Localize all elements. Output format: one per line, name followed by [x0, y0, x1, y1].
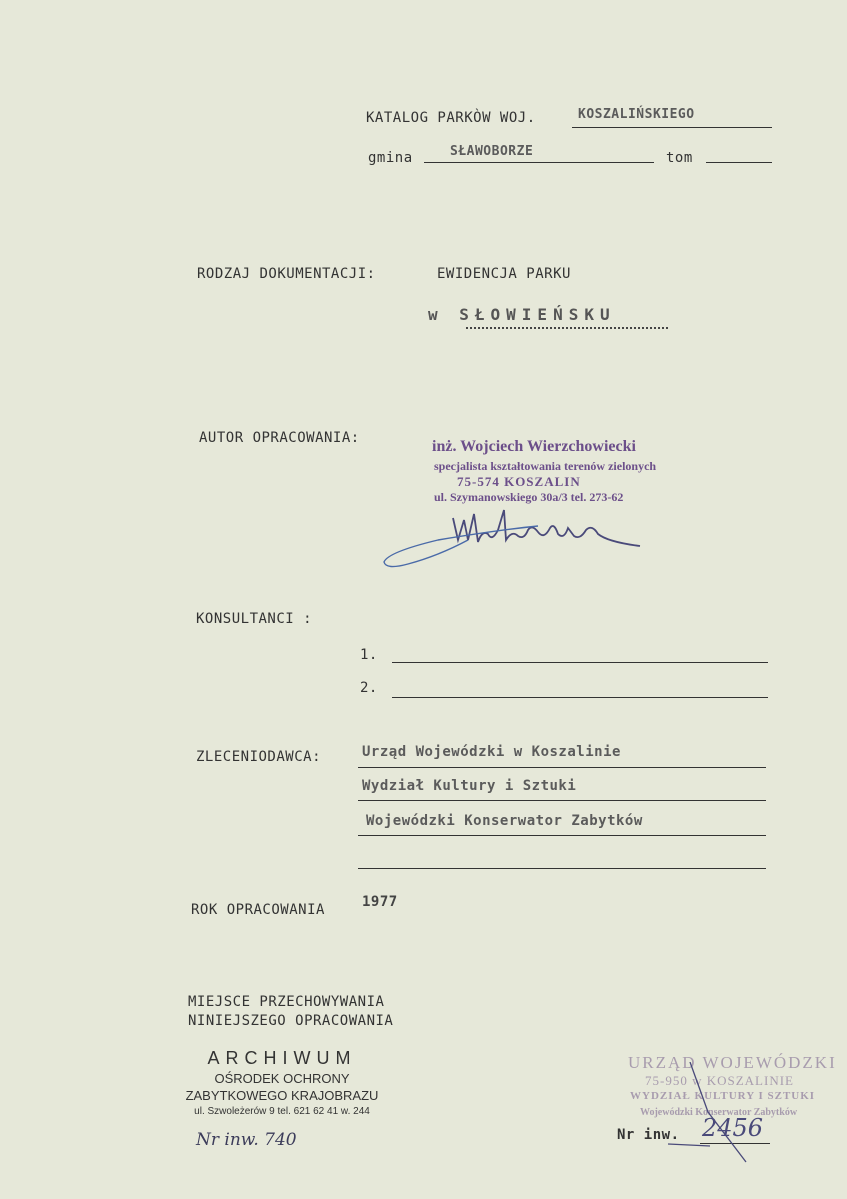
tom-label: tom: [666, 150, 693, 166]
inventory-check-mark: [668, 1062, 768, 1168]
author-stamp-address: ul. Szymanowskiego 30a/3 tel. 273-62: [434, 490, 624, 504]
office-stamp-line-4: Wojewódzki Konserwator Zabytków: [640, 1107, 798, 1118]
catalog-underline: [572, 127, 772, 128]
year-label: ROK OPRACOWANIA: [191, 902, 325, 918]
documentation-value: EWIDENCJA PARKU: [437, 266, 571, 282]
consultant-line-1: [392, 662, 768, 663]
gmina-value: SŁAWOBORZE: [450, 144, 534, 159]
catalog-value: KOSZALIŃSKIEGO: [578, 107, 695, 122]
archive-stamp-line-2: ZABYTKOWEGO KRAJOBRAZU: [185, 1088, 379, 1103]
year-value: 1977: [362, 894, 398, 910]
client-underline-1: [358, 767, 766, 768]
author-label: AUTOR OPRACOWANIA:: [199, 430, 360, 446]
consultant-number-1: 1.: [360, 647, 378, 663]
office-stamp-line-3: WYDZIAŁ KULTURY I SZTUKI: [630, 1090, 816, 1102]
tom-underline: [706, 162, 772, 163]
author-stamp-city: 75-574 KOSZALIN: [457, 474, 581, 489]
documentation-label: RODZAJ DOKUMENTACJI:: [197, 266, 376, 282]
client-line-1: Urząd Wojewódzki w Koszalinie: [362, 744, 621, 760]
gmina-label: gmina: [368, 150, 413, 166]
gmina-underline: [424, 162, 654, 163]
client-underline-2: [358, 800, 766, 801]
handwritten-inventory-note: Nr inw. 740: [196, 1130, 297, 1150]
client-label: ZLECENIODAWCA:: [196, 749, 322, 765]
archive-stamp-line-1: OŚRODEK OCHRONY: [214, 1071, 350, 1086]
client-line-3: Wojewódzki Konserwator Zabytków: [366, 813, 643, 829]
archive-stamp-line-3: ul. Szwoleżerów 9 tel. 621 62 41 w. 244: [194, 1106, 370, 1117]
documentation-place: w SŁOWIEŃSKU: [428, 305, 616, 324]
storage-line-2: NINIEJSZEGO OPRACOWANIA: [188, 1013, 394, 1029]
inventory-value: 2456: [702, 1114, 764, 1142]
author-stamp-profession: specjalista kształtowania terenów zielonych: [434, 459, 657, 473]
author-stamp-name: inż. Wojciech Wierzchowiecki: [432, 438, 636, 455]
consultant-line-2: [392, 697, 768, 698]
storage-line-1: MIEJSCE PRZECHOWYWANIA: [188, 994, 385, 1010]
catalog-label: KATALOG PARKÒW WOJ.: [366, 110, 536, 126]
office-stamp-line-2: 75-950 w KOSZALINIE: [645, 1073, 794, 1088]
client-underline-3: [358, 835, 766, 836]
author-signature: [378, 500, 658, 572]
place-underline: [466, 327, 668, 329]
client-underline-4: [358, 868, 766, 869]
client-line-2: Wydział Kultury i Sztuki: [362, 778, 577, 794]
archive-stamp-title: ARCHIWUM: [207, 1048, 357, 1068]
inventory-label: Nr inw.: [617, 1127, 680, 1143]
office-stamp-line-1: URZĄD WOJEWÓDZKI: [628, 1053, 837, 1072]
consultant-number-2: 2.: [360, 680, 378, 696]
consultants-label: KONSULTANCI :: [196, 611, 313, 627]
